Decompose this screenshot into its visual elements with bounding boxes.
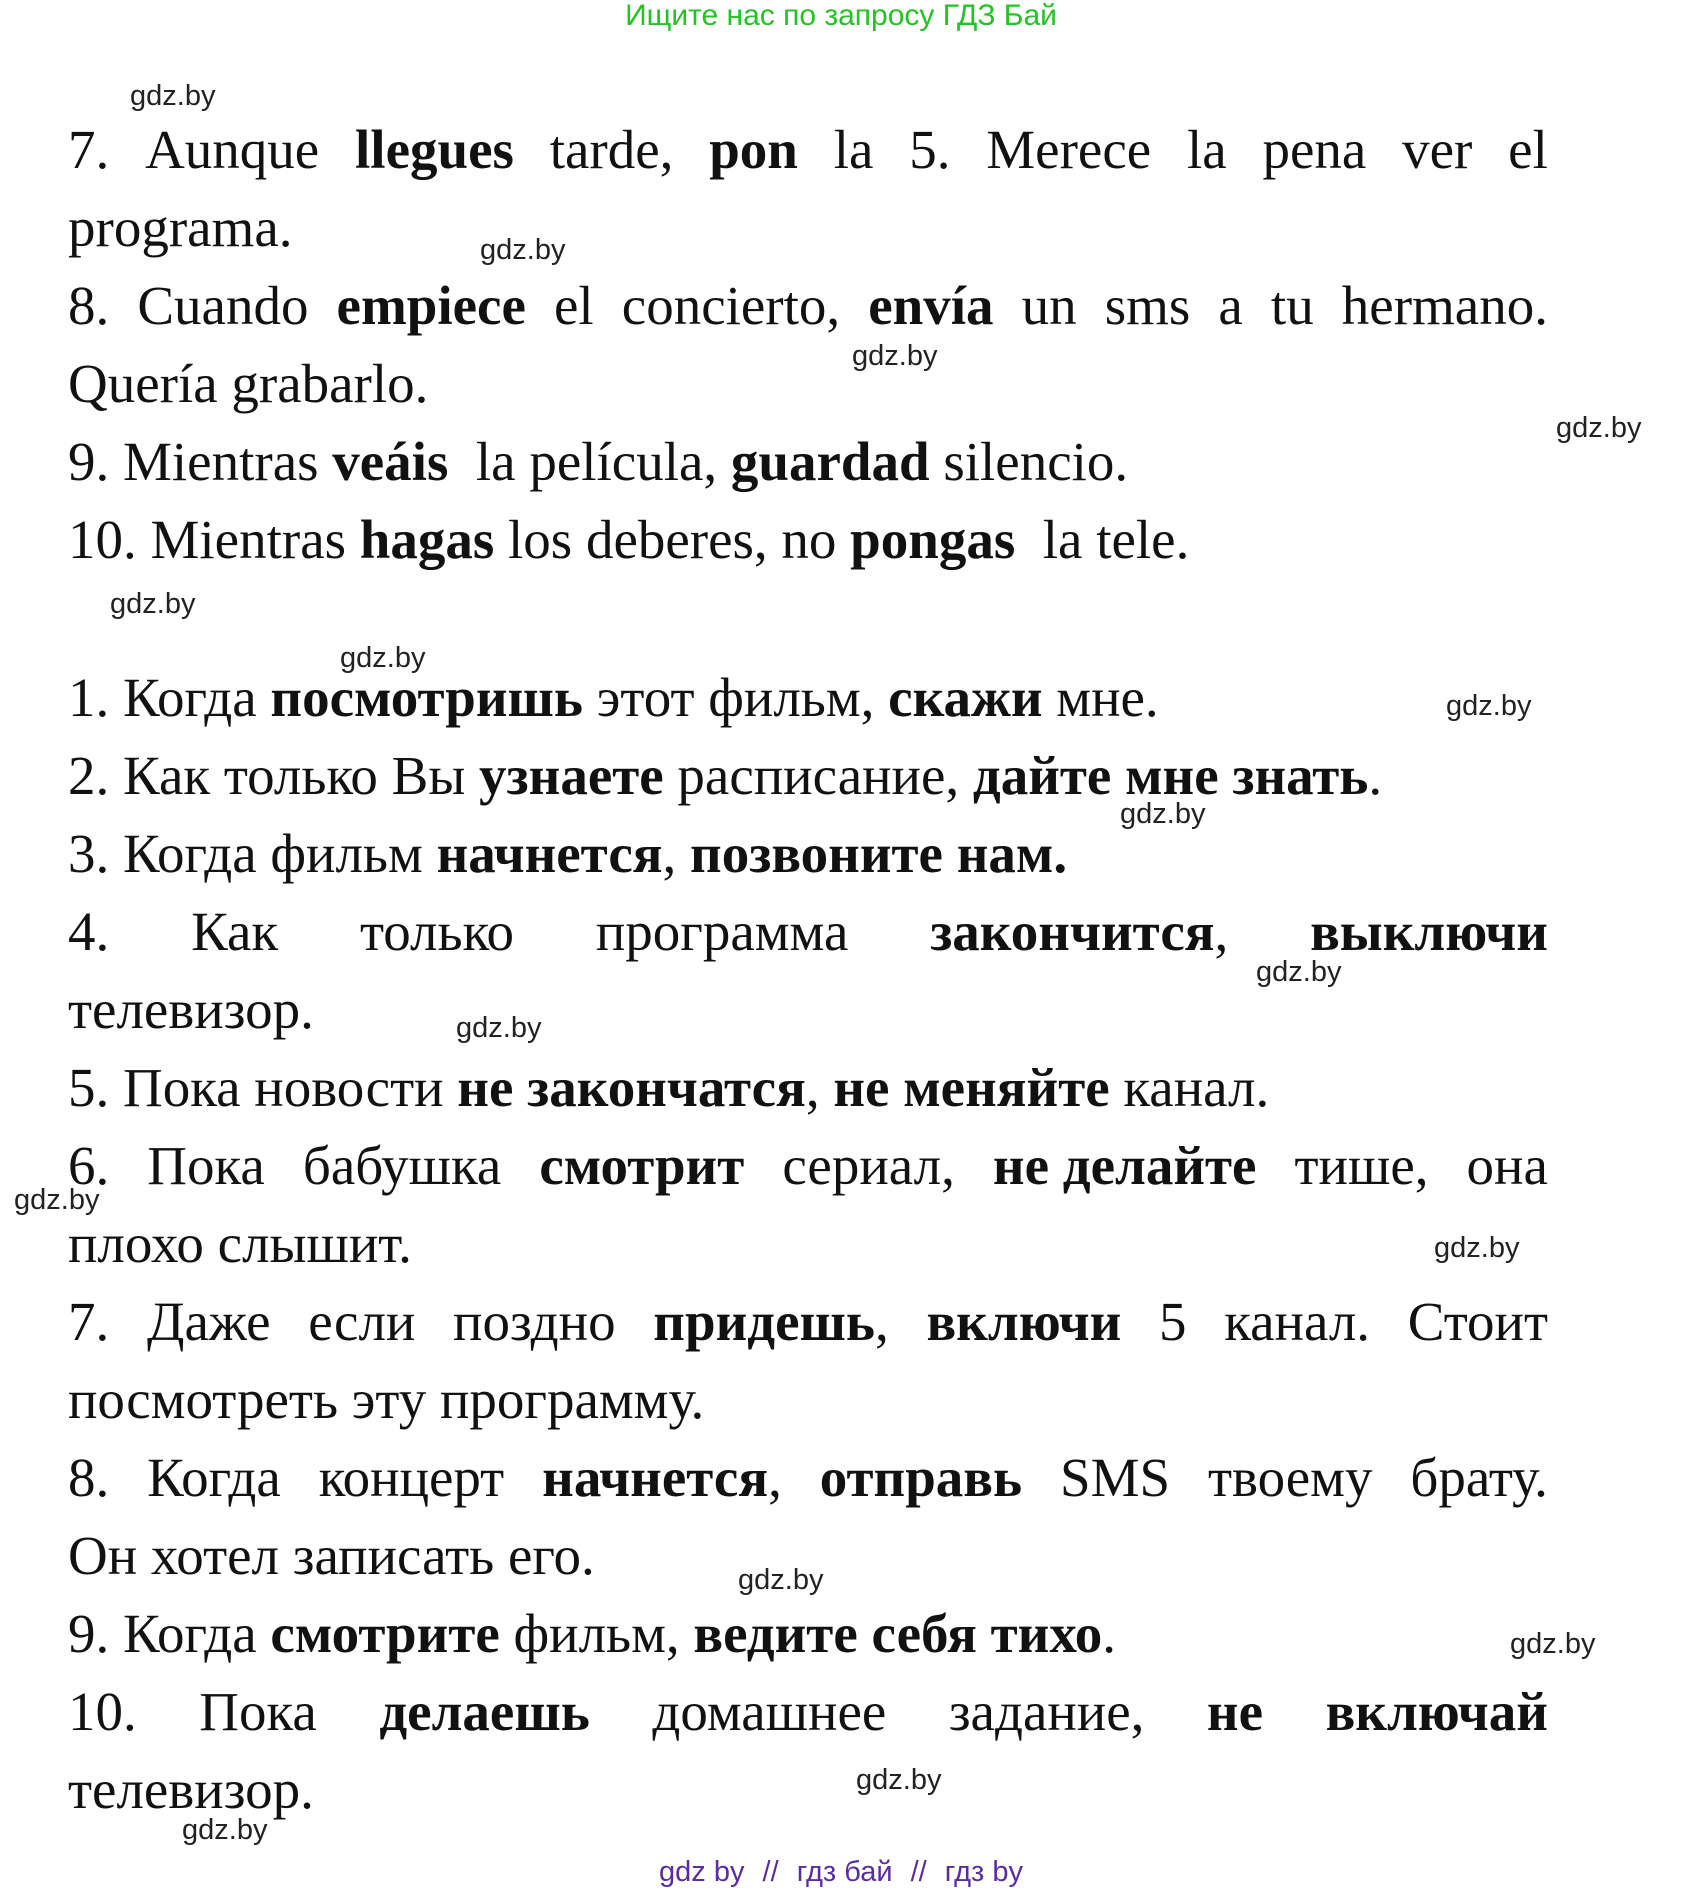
footer-link-gdz-bai[interactable]: гдз бай <box>796 1856 893 1888</box>
watermark: gdz.by <box>110 588 196 620</box>
footer-separator: // <box>910 1856 927 1888</box>
ru-sentence-6-cont: плохо слышит. <box>68 1213 412 1274</box>
watermark: gdz.by <box>182 1814 268 1846</box>
watermark: gdz.by <box>14 1184 100 1216</box>
watermark: gdz.by <box>1434 1232 1520 1264</box>
watermark: gdz.by <box>480 234 566 266</box>
ru-sentence-5: 5. Пока новости не закончатся, не меняйте канал. <box>68 1057 1270 1118</box>
ru-sentence-6: 6. Пока бабушка смотрит сериал, не делайте тише, она <box>68 1135 1548 1196</box>
ru-sentence-3: 3. Когда фильм начнется, позвоните нам. <box>68 823 1068 884</box>
watermark: gdz.by <box>852 340 938 372</box>
ru-sentence-8: 8. Когда концерт начнется, отправь SMS твоему брату. <box>68 1447 1548 1508</box>
es-sentence-8-cont: Quería grabarlo. <box>68 353 429 414</box>
ru-sentence-8-cont: Он хотел записать его. <box>68 1525 595 1586</box>
watermark: gdz.by <box>738 1564 824 1596</box>
es-sentence-7-cont: programa. <box>68 197 293 258</box>
es-sentence-8: 8. Cuando empiece el concierto, envía un sms a tu hermano. <box>68 275 1548 336</box>
footer-links <box>0 1856 1682 1888</box>
watermark: gdz.by <box>856 1764 942 1796</box>
header-banner: Ищите нас по запросу ГДЗ Бай <box>625 0 1057 32</box>
watermark: gdz.by <box>1556 412 1642 444</box>
es-sentence-7: 7. Aunque llegues tarde, pon la 5. Merece la pena ver el <box>68 119 1548 180</box>
watermark: gdz.by <box>456 1012 542 1044</box>
ru-sentence-4: 4. Как только программа закончится, выключи <box>68 901 1548 962</box>
footer-link-gdz-by[interactable]: gdz by <box>659 1856 745 1888</box>
es-sentence-9: 9. Mientras veáis la película, guardad silencio. <box>68 431 1129 492</box>
ru-sentence-7-cont: посмотреть эту программу. <box>68 1369 705 1430</box>
ru-sentence-9: 9. Когда смотрите фильм, ведите себя тихо. <box>68 1603 1116 1664</box>
watermark: gdz.by <box>1510 1628 1596 1660</box>
es-sentence-10: 10. Mientras hagas los deberes, no pongas la tele. <box>68 509 1190 570</box>
watermark: gdz.by <box>1446 690 1532 722</box>
watermark: gdz.by <box>1120 798 1206 830</box>
ru-sentence-1: 1. Когда посмотришь этот фильм, скажи мне. <box>68 667 1159 728</box>
footer-link-gdz-by-ru[interactable]: гдз by <box>944 1856 1023 1888</box>
watermark: gdz.by <box>1256 956 1342 988</box>
watermark: gdz.by <box>340 642 426 674</box>
ru-sentence-10-cont: телевизор. <box>68 1759 314 1820</box>
ru-sentence-4-cont: телевизор. <box>68 979 314 1040</box>
ru-sentence-7: 7. Даже если поздно придешь, включи 5 канал. Стоит <box>68 1291 1548 1352</box>
ru-sentence-2: 2. Как только Вы узнаете расписание, дайте мне знать. <box>68 745 1383 806</box>
footer-separator: // <box>762 1856 779 1888</box>
watermark: gdz.by <box>130 80 216 112</box>
ru-sentence-10: 10. Пока делаешь домашнее задание, не включай <box>68 1681 1548 1742</box>
